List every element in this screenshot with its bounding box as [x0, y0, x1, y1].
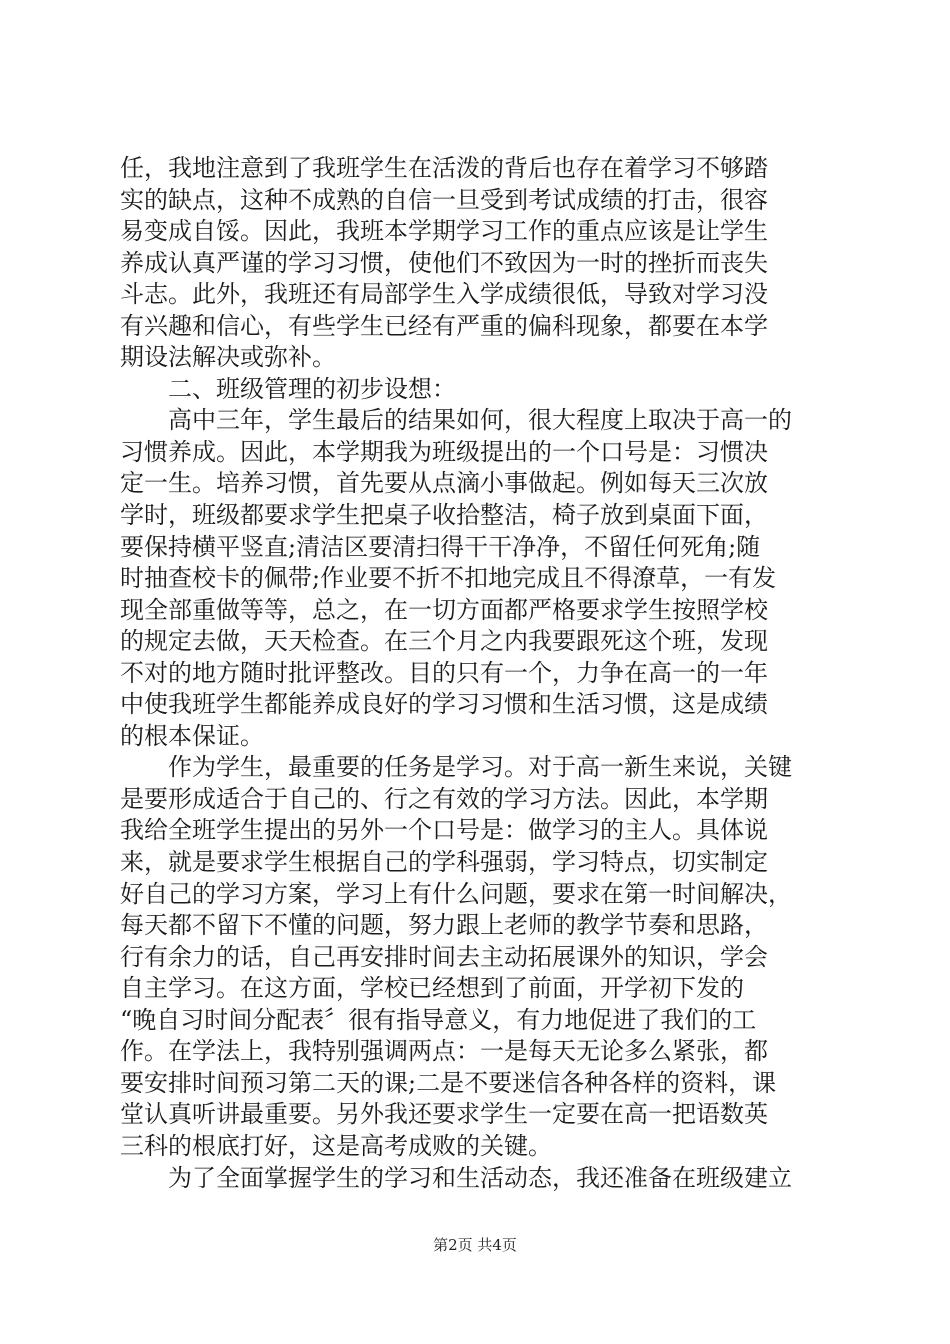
text-line-content: 时抽查校卡的佩带;作业要不折不扣地完成且不得潦草，一有发	[120, 564, 777, 593]
text-line-content: 期设法解决或弥补。	[120, 343, 336, 372]
page-footer: 第2页 共4页	[433, 1236, 517, 1254]
text-line	[120, 311, 838, 343]
text-line	[120, 847, 838, 879]
text-line-content: 行有余力的话，自己再安排时间去主动拓展课外的知识，学会	[120, 942, 768, 971]
text-line-content: 易变成自馁。因此，我班本学期学习工作的重点应该是让学生	[120, 217, 768, 246]
text-line	[120, 973, 838, 1005]
text-line-content: 不对的地方随时批评整改。目的只有一个，力争在高一的一年	[120, 658, 768, 687]
text-line	[120, 658, 838, 690]
text-line	[120, 689, 838, 721]
text-line	[120, 248, 838, 280]
text-line	[120, 752, 838, 784]
text-line	[120, 784, 838, 816]
text-line-content: 作。在学法上，我特别强调两点：一是每天无论多么紧张，都	[120, 1037, 768, 1066]
text-line	[120, 910, 838, 942]
text-line	[120, 1131, 838, 1163]
text-line	[120, 1068, 838, 1100]
text-line	[120, 405, 838, 437]
text-line	[120, 216, 838, 248]
text-line-content: 现全部重做等等，总之，在一切方面都严格要求学生按照学校	[120, 595, 768, 624]
text-line	[120, 879, 838, 911]
text-line	[120, 1036, 838, 1068]
text-line-content: 作为学生，最重要的任务是学习。对于高一新生来说，关键	[120, 753, 792, 782]
text-line-content: 来，就是要求学生根据自己的学科强弱，学习特点，切实制定	[120, 848, 768, 877]
text-line-content: 习惯养成。因此，本学期我为班级提出的一个口号是：习惯决	[120, 437, 768, 466]
text-line-content: 定一生。培养习惯，首先要从点滴小事做起。例如每天三次放	[120, 469, 768, 498]
text-line	[120, 563, 838, 595]
text-line	[120, 1005, 838, 1037]
text-line-content: 二、班级管理的初步设想：	[120, 374, 456, 403]
text-line	[120, 500, 838, 532]
text-line	[120, 153, 838, 185]
text-line-content: 的规定去做，天天检查。在三个月之内我要跟死这个班，发现	[120, 627, 768, 656]
text-line	[120, 279, 838, 311]
text-line-content: 自主学习。在这方面，学校已经想到了前面，开学初下发的	[120, 974, 744, 1003]
text-line-content: 斗志。此外，我班还有局部学生入学成绩很低，导致对学习没	[120, 280, 768, 309]
text-line	[120, 1163, 838, 1195]
text-line	[120, 1099, 838, 1131]
text-line-content: 的根本保证。	[120, 721, 264, 750]
text-line	[120, 942, 838, 974]
text-line-content: 要安排时间预习第二天的课;二是不要迷信各种各样的资料，课	[120, 1068, 777, 1097]
text-line-content: 中使我班学生都能养成良好的学习习惯和生活习惯，这是成绩	[120, 690, 768, 719]
text-line	[120, 185, 838, 217]
text-line-content: 每天都不留下不懂的问题，努力跟上老师的教学节奏和思路，	[120, 911, 768, 940]
text-line	[120, 374, 838, 406]
text-line-content: 我给全班学生提出的另外一个口号是：做学习的主人。具体说	[120, 816, 768, 845]
text-line-content: 学时，班级都要求学生把桌子收拾整洁，椅子放到桌面下面，	[120, 501, 768, 530]
text-line-content: 要保持横平竖直;清洁区要清扫得干干净净，不留任何死角;随	[120, 532, 761, 561]
text-line	[120, 815, 838, 847]
text-line-content: 三科的根底打好，这是高考成败的关键。	[120, 1131, 552, 1160]
text-line	[120, 595, 838, 627]
text-line-content: 是要形成适合于自己的、行之有效的学习方法。因此，本学期	[120, 784, 768, 813]
text-line-content: 养成认真严谨的学习习惯，使他们不致因为一时的挫折而丧失	[120, 248, 768, 277]
document-body	[120, 153, 838, 1194]
text-line-content: 高中三年，学生最后的结果如何，很大程度上取决于高一的	[120, 406, 792, 435]
text-line	[120, 342, 838, 374]
text-line-content: 堂认真听讲最重要。另外我还要求学生一定要在高一把语数英	[120, 1100, 768, 1129]
text-line	[120, 721, 838, 753]
text-line-content: 任，我地注意到了我班学生在活泼的背后也存在着学习不够踏	[120, 154, 768, 182]
text-line-content: 为了全面掌握学生的学习和生活动态，我还准备在班级建立	[120, 1163, 792, 1192]
text-line-content: 好自己的学习方案，学习上有什么问题，要求在第一时间解决，	[120, 879, 792, 908]
text-line	[120, 532, 838, 564]
text-line	[120, 626, 838, 658]
text-line-content: “晚自习时间分配表〞很有指导意义，有力地促进了我们的工	[120, 1005, 757, 1034]
text-line-content: 实的缺点，这种不成熟的自信一旦受到考试成绩的打击，很容	[120, 185, 768, 214]
text-line	[120, 468, 838, 500]
text-line-content: 有兴趣和信心，有些学生已经有严重的偏科现象，都要在本学	[120, 311, 768, 340]
text-line	[120, 437, 838, 469]
